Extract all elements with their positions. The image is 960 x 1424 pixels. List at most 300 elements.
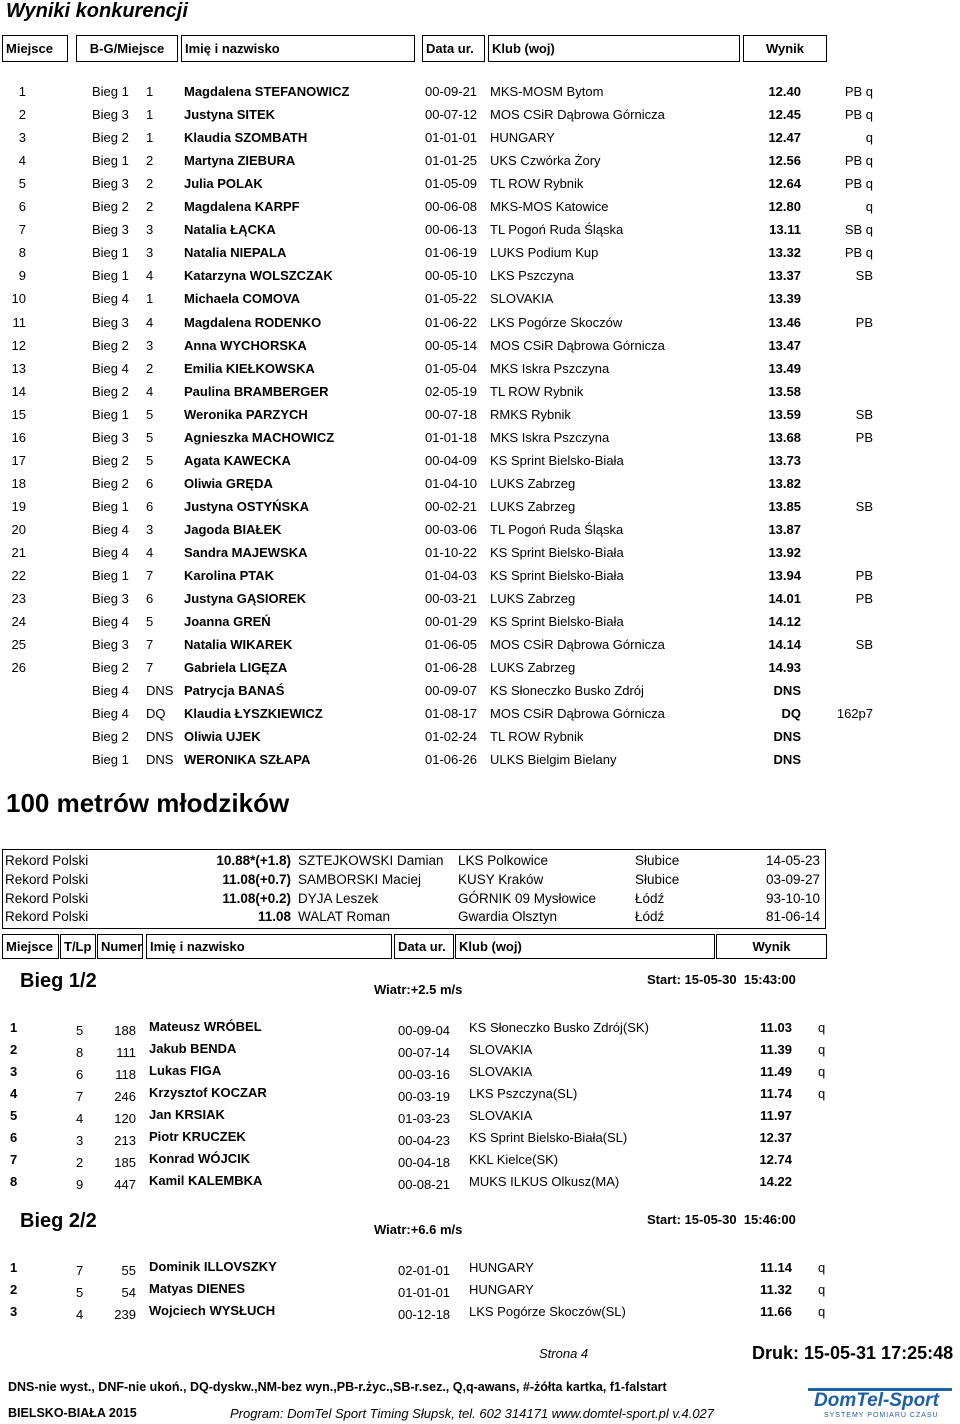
note-cell: q (818, 1282, 826, 1297)
place-cell: 24 (11, 614, 26, 630)
club-cell: TL ROW Rybnik (490, 729, 584, 745)
athlete-name-cell: Jan KRSIAK (149, 1107, 225, 1122)
lane-cell: 4 (76, 1307, 84, 1322)
result-cell: 14.22 (759, 1174, 792, 1189)
place-cell: 3 (18, 130, 26, 146)
athlete-name-cell: Dominik ILLOVSZKY (149, 1259, 277, 1274)
bib-number-cell: 185 (114, 1155, 136, 1170)
dob-cell: 01-05-09 (425, 176, 478, 192)
table-row (0, 725, 960, 748)
dob-cell: 00-04-09 (425, 452, 478, 468)
heat-cell: Bieg 3 (92, 314, 129, 330)
heat-cell: Bieg 4 (92, 614, 129, 630)
table-row (0, 80, 960, 103)
heat-place-cell: 4 (146, 545, 154, 560)
col2-header-number: Numer (97, 934, 143, 959)
dob-cell: 01-01-18 (425, 429, 478, 445)
athlete-name-cell: Jagoda BIAŁEK (184, 521, 282, 537)
result-cell: 13.68 (768, 429, 801, 445)
table-row (0, 541, 960, 564)
club-cell: RMKS Rybnik (490, 406, 571, 422)
club-cell: LUKS Podium Kup (490, 245, 599, 261)
place-cell: 21 (11, 545, 26, 560)
dob-cell: 01-10-22 (425, 545, 478, 560)
record-label: Rekord Polski (5, 853, 89, 868)
table-row (0, 403, 960, 426)
dob-cell: 00-07-14 (398, 1045, 451, 1060)
table-row (0, 172, 960, 195)
result-cell: 13.58 (768, 383, 801, 399)
athlete-name-cell: Natalia NIEPALA (184, 245, 287, 261)
place-cell: 7 (10, 1152, 18, 1167)
heat-row (0, 1149, 960, 1171)
dob-cell: 00-05-10 (425, 268, 478, 284)
note-cell: PB q (844, 107, 873, 123)
result-cell: DQ (781, 706, 801, 722)
club-cell: LKS Pogórze Skoczów (490, 314, 623, 330)
record-date: 03-09-27 (765, 871, 820, 887)
note-cell: SB (855, 637, 873, 653)
col-header-club: Klub (woj) (488, 35, 740, 62)
dob-cell: 01-03-23 (398, 1111, 451, 1126)
heat-cell: Bieg 4 (92, 706, 129, 722)
note-cell: 162p7 (836, 706, 873, 722)
heat-cell: Bieg 3 (92, 222, 129, 238)
heat-cell: Bieg 2 (92, 130, 129, 146)
result-cell: 13.87 (768, 521, 801, 537)
result-cell: 13.73 (768, 452, 801, 468)
note-cell: PB (855, 568, 873, 584)
dob-cell: 00-03-16 (398, 1067, 451, 1082)
athlete-name-cell: Michaela COMOVA (184, 291, 301, 307)
dob-cell: 00-12-18 (398, 1307, 451, 1322)
heat-place-cell: 3 (146, 521, 154, 537)
athlete-name-cell: Mateusz WRÓBEL (149, 1019, 262, 1034)
page-title: Wyniki konkurencji (6, 0, 188, 22)
heat-cell: Bieg 2 (92, 383, 129, 399)
dob-cell: 01-01-25 (425, 153, 478, 169)
record-mark: 11.08(+0.7) (222, 871, 291, 887)
place-cell: 5 (10, 1108, 18, 1123)
record-label: Rekord Polski (5, 871, 89, 887)
place-cell: 13 (11, 360, 26, 376)
note-cell: SB q (844, 222, 873, 238)
heat-place-cell: 4 (146, 383, 154, 399)
heat-cell: Bieg 4 (92, 683, 129, 699)
event-location: BIELSKO-BIAŁA 2015 (8, 1406, 137, 1420)
club-cell: MUKS ILKUS Olkusz(MA) (469, 1174, 620, 1189)
club-cell: KKL Kielce(SK) (469, 1152, 559, 1167)
col2-header-result: Wynik (716, 934, 827, 959)
heat-row (0, 1257, 960, 1279)
record-place: Łódź (635, 890, 665, 906)
record-row (0, 908, 826, 927)
heat-cell: Bieg 4 (92, 291, 129, 307)
athlete-name-cell: Krzysztof KOCZAR (149, 1085, 267, 1100)
place-cell: 4 (18, 153, 26, 169)
result-cell: DNS (773, 752, 801, 768)
dob-cell: 00-09-04 (398, 1023, 451, 1038)
result-cell: 11.32 (760, 1282, 792, 1297)
place-cell: 22 (11, 568, 26, 584)
lane-cell: 2 (76, 1155, 84, 1170)
place-cell: 26 (11, 660, 26, 676)
col2-header-club: Klub (woj) (455, 934, 715, 959)
record-holder: SZTEJKOWSKI Damian (298, 853, 444, 868)
club-cell: LUKS Zabrzeg (490, 498, 576, 514)
dob-cell: 01-05-22 (425, 291, 478, 307)
note-cell: PB (855, 591, 873, 607)
table-row (0, 195, 960, 218)
place-cell: 23 (11, 591, 26, 607)
heat-cell: Bieg 2 (92, 660, 129, 676)
heat-row (0, 1171, 960, 1193)
heat-row (0, 1039, 960, 1061)
athlete-name-cell: Oliwia GRĘDA (184, 475, 273, 491)
place-cell: 20 (11, 521, 26, 537)
dob-cell: 02-01-01 (398, 1263, 451, 1278)
athlete-name-cell: Joanna GREŃ (184, 614, 271, 630)
note-cell: PB q (844, 245, 873, 261)
dob-cell: 01-02-24 (425, 729, 478, 745)
place-cell: 8 (18, 245, 26, 261)
club-cell: HUNGARY (469, 1282, 534, 1297)
result-cell: 11.49 (760, 1064, 792, 1079)
place-cell: 8 (10, 1174, 18, 1189)
col-header-dob: Data ur. (422, 35, 485, 62)
heat-cell: Bieg 3 (92, 429, 129, 445)
place-cell: 9 (18, 268, 26, 284)
note-cell: q (818, 1042, 826, 1057)
note-cell: SB (855, 406, 873, 422)
heat-place-cell: 7 (146, 660, 154, 676)
club-cell: KS Sprint Bielsko-Biała (490, 568, 624, 584)
club-cell: LKS Pszczyna (490, 268, 574, 284)
lane-cell: 8 (76, 1045, 84, 1060)
heat-place-cell: 1 (146, 130, 154, 146)
athlete-name-cell: Julia POLAK (184, 176, 263, 192)
lane-cell: 9 (76, 1177, 84, 1192)
dob-cell: 00-03-21 (425, 591, 478, 607)
result-cell: DNS (773, 729, 801, 745)
note-cell: q (818, 1020, 826, 1035)
note-cell: q (818, 1304, 826, 1319)
table-row (0, 472, 960, 495)
place-cell: 3 (10, 1304, 18, 1319)
athlete-name-cell: Magdalena RODENKO (184, 314, 322, 330)
result-cell: 12.56 (768, 153, 801, 169)
note-cell: q (865, 199, 873, 215)
heat-start-time: Start: 15-05-30 15:43:00 (647, 972, 796, 987)
athlete-name-cell: Natalia ŁĄCKA (184, 222, 276, 238)
place-cell: 17 (11, 452, 26, 468)
heat-row (0, 1105, 960, 1127)
bib-number-cell: 55 (121, 1263, 136, 1278)
record-holder: WALAT Roman (298, 909, 391, 925)
athlete-name-cell: Matyas DIENES (149, 1281, 246, 1296)
club-cell: MOS CSiR Dąbrowa Górnicza (490, 706, 665, 722)
result-cell: 14.01 (768, 591, 801, 607)
heat-place-cell: 2 (146, 176, 154, 192)
club-cell: SLOVAKIA (469, 1108, 533, 1123)
athlete-name-cell: Karolina PTAK (184, 568, 275, 584)
record-club: GÓRNIK 09 Mysłowice (458, 890, 597, 906)
bib-number-cell: 447 (114, 1177, 136, 1192)
table-row (0, 610, 960, 633)
heat-cell: Bieg 2 (92, 452, 129, 468)
table-row (0, 656, 960, 679)
record-row (0, 890, 826, 909)
heat-place-cell: 7 (146, 568, 154, 584)
place-cell: 10 (11, 291, 26, 307)
bib-number-cell: 118 (115, 1067, 136, 1082)
athlete-name-cell: Magdalena KARPF (184, 199, 300, 215)
table-row (0, 311, 960, 334)
club-cell: LKS Pogórze Skoczów(SL) (469, 1304, 626, 1319)
dob-cell: 00-03-19 (398, 1089, 451, 1104)
place-cell: 7 (18, 222, 26, 238)
table-row (0, 218, 960, 241)
table-row (0, 495, 960, 518)
record-row (0, 852, 826, 871)
heat-place-cell: 4 (146, 268, 154, 284)
note-cell: q (818, 1260, 826, 1275)
heat-place-cell: DQ (146, 706, 166, 722)
athlete-name-cell: Weronika PARZYCH (184, 406, 308, 422)
athlete-name-cell: Katarzyna WOLSZCZAK (184, 268, 333, 284)
record-label: Rekord Polski (5, 890, 89, 906)
athlete-name-cell: Kamil KALEMBKA (149, 1173, 263, 1188)
athlete-name-cell: Anna WYCHORSKA (184, 337, 307, 353)
heat-row (0, 1279, 960, 1301)
heat-place-cell: 6 (146, 475, 154, 491)
dob-cell: 00-04-23 (398, 1133, 451, 1148)
club-cell: LUKS Zabrzeg (490, 475, 576, 491)
dob-cell: 01-08-17 (425, 706, 478, 722)
lane-cell: 6 (76, 1067, 84, 1082)
athlete-name-cell: Justyna OSTYŃSKA (184, 498, 309, 514)
result-cell: 14.93 (768, 660, 801, 676)
place-cell: 16 (11, 429, 26, 445)
heat-row (0, 1127, 960, 1149)
heat-place-cell: DNS (146, 729, 174, 745)
record-date: 14-05-23 (765, 853, 820, 868)
table-row (0, 103, 960, 126)
result-cell: 13.47 (768, 337, 801, 353)
club-cell: SLOVAKIA (469, 1042, 533, 1057)
result-cell: 13.82 (768, 475, 801, 491)
table-row (0, 518, 960, 541)
lane-cell: 5 (76, 1023, 84, 1038)
table-row (0, 264, 960, 287)
club-cell: LUKS Zabrzeg (490, 591, 576, 607)
result-cell: 13.37 (768, 268, 801, 284)
wind-reading: Wiatr:+2.5 m/s (374, 982, 463, 997)
bib-number-cell: 239 (114, 1307, 136, 1322)
heat-cell: Bieg 1 (92, 498, 129, 514)
athlete-name-cell: Lukas FIGA (149, 1063, 222, 1078)
heat-cell: Bieg 1 (92, 752, 129, 768)
place-cell: 1 (10, 1260, 18, 1275)
col-header-name: Imię i nazwisko (181, 35, 415, 62)
club-cell: MKS-MOS Katowice (490, 199, 609, 215)
club-cell: KS Sprint Bielsko-Biała (490, 452, 624, 468)
col-header-result: Wynik (743, 35, 827, 62)
result-cell: 13.59 (768, 406, 801, 422)
dob-cell: 00-05-14 (425, 337, 478, 353)
club-cell: TL Pogoń Ruda Śląska (490, 521, 624, 537)
svg-text:SYSTEMY POMIARU CZASU: SYSTEMY POMIARU CZASU (824, 1412, 939, 1419)
dob-cell: 01-01-01 (425, 130, 478, 146)
place-cell: 1 (10, 1020, 18, 1035)
athlete-name-cell: Patrycja BANAŚ (184, 683, 285, 699)
note-cell: SB (855, 268, 873, 284)
dob-cell: 00-08-21 (398, 1177, 451, 1192)
table-row (0, 241, 960, 264)
athlete-name-cell: Gabriela LIGĘZA (184, 660, 288, 676)
result-cell: 12.47 (768, 130, 801, 146)
heat-place-cell: 6 (146, 591, 154, 607)
athlete-name-cell: Piotr KRUCZEK (149, 1129, 246, 1144)
place-cell: 2 (10, 1282, 18, 1297)
club-cell: MKS-MOSM Bytom (490, 84, 604, 99)
heat-place-cell: 5 (146, 429, 154, 445)
record-date: 93-10-10 (765, 890, 820, 906)
record-place: Słubice (635, 853, 680, 868)
record-holder: SAMBORSKI Maciej (298, 871, 422, 887)
heat-start-time: Start: 15-05-30 15:46:00 (647, 1212, 796, 1227)
result-cell: 12.64 (768, 176, 801, 192)
result-cell: 11.14 (760, 1260, 792, 1275)
athlete-name-cell: Wojciech WYSŁUCH (149, 1303, 276, 1318)
club-cell: HUNGARY (490, 130, 555, 146)
dob-cell: 01-04-03 (425, 568, 478, 584)
heat-cell: Bieg 2 (92, 337, 129, 353)
athlete-name-cell: WERONIKA SZŁAPA (184, 752, 311, 768)
heat-place-cell: 3 (146, 245, 154, 261)
heat-cell: Bieg 3 (92, 107, 129, 123)
record-date: 81-06-14 (765, 909, 820, 925)
result-cell: 11.03 (760, 1020, 792, 1035)
heat-place-cell: 3 (146, 222, 154, 238)
dob-cell: 01-06-22 (425, 314, 478, 330)
note-cell: q (818, 1086, 826, 1101)
record-mark: 10.88*(+1.8) (216, 853, 291, 868)
club-cell: TL ROW Rybnik (490, 383, 584, 399)
dob-cell: 00-07-18 (425, 406, 478, 422)
heat-cell: Bieg 1 (92, 268, 129, 284)
athlete-name-cell: Martyna ZIEBURA (184, 153, 296, 169)
place-cell: 1 (18, 84, 26, 99)
table-row (0, 149, 960, 172)
club-cell: TL Pogoń Ruda Śląska (490, 222, 624, 238)
heat-cell: Bieg 2 (92, 729, 129, 745)
club-cell: TL ROW Rybnik (490, 176, 584, 192)
result-cell: 13.32 (768, 245, 801, 261)
result-cell: 12.45 (768, 107, 801, 123)
athlete-name-cell: Emilia KIEŁKOWSKA (184, 360, 315, 376)
athlete-name-cell: Sandra MAJEWSKA (184, 545, 308, 560)
place-cell: 25 (11, 637, 26, 653)
heat-place-cell: DNS (146, 683, 174, 699)
legend-text: DNS-nie wyst., DNF-nie ukoń., DQ-dyskw.,NM-bez wyn.,PB-r.życ.,SB-r.sez., Q,q-awans, #-żółta kartka, f1-falstart (8, 1380, 667, 1394)
athlete-name-cell: Natalia WIKAREK (184, 637, 293, 653)
print-timestamp: Druk: 15-05-31 17:25:48 (752, 1343, 954, 1363)
athlete-name-cell: Jakub BENDA (149, 1041, 237, 1056)
col2-header-place: Miejsce (2, 934, 59, 959)
wind-reading: Wiatr:+6.6 m/s (374, 1222, 463, 1237)
athlete-name-cell: Magdalena STEFANOWICZ (184, 84, 350, 99)
dob-cell: 01-06-26 (425, 752, 478, 768)
result-cell: 13.49 (768, 360, 801, 376)
table-row (0, 287, 960, 310)
record-place: Słubice (635, 871, 680, 887)
club-cell: SLOVAKIA (490, 291, 554, 307)
heat-cell: Bieg 4 (92, 360, 129, 376)
dob-cell: 00-09-21 (425, 84, 478, 99)
table-row (0, 702, 960, 725)
result-cell: 11.66 (760, 1304, 792, 1319)
heat-cell: Bieg 4 (92, 545, 129, 560)
club-cell: LKS Pszczyna(SL) (469, 1086, 578, 1101)
heat-row (0, 1083, 960, 1105)
heat-place-cell: 2 (146, 153, 154, 169)
record-mark: 11.08 (257, 909, 291, 925)
record-club: LKS Polkowice (458, 853, 549, 868)
table-row (0, 380, 960, 403)
lane-cell: 4 (76, 1111, 84, 1126)
athlete-name-cell: Justyna SITEK (184, 107, 276, 123)
club-cell: KS Słoneczko Busko Zdrój (490, 683, 644, 699)
place-cell: 14 (11, 383, 26, 399)
table-row (0, 126, 960, 149)
place-cell: 12 (11, 337, 26, 353)
result-cell: 13.46 (768, 314, 801, 330)
athlete-name-cell: Agnieszka MACHOWICZ (184, 429, 335, 445)
athlete-name-cell: Klaudia ŁYSZKIEWICZ (184, 706, 323, 722)
club-cell: MKS Iskra Pszczyna (490, 429, 610, 445)
heat-cell: Bieg 1 (92, 245, 129, 261)
result-cell: 13.85 (768, 498, 801, 514)
result-cell: 13.92 (768, 545, 801, 560)
heat-place-cell: 5 (146, 452, 154, 468)
athlete-name-cell: Oliwia UJEK (184, 729, 261, 745)
table-row (0, 748, 960, 771)
note-cell: q (818, 1064, 826, 1079)
place-cell: 2 (18, 107, 26, 123)
heat-cell: Bieg 3 (92, 591, 129, 607)
result-cell: 11.97 (760, 1108, 792, 1123)
lane-cell: 7 (76, 1089, 84, 1104)
result-cell: 13.39 (768, 291, 801, 307)
note-cell: PB (855, 314, 873, 330)
program-credit: Program: DomTel Sport Timing Słupsk, tel. 602 314171 www.domtel-sport.pl v.4.027 (230, 1406, 715, 1421)
col2-header-lane: T/Lp (60, 934, 96, 959)
club-cell: KS Sprint Bielsko-Biała(SL) (469, 1130, 628, 1145)
place-cell: 11 (12, 314, 26, 330)
bib-number-cell: 188 (114, 1023, 136, 1038)
heat-cell: Bieg 4 (92, 521, 129, 537)
dob-cell: 01-01-01 (398, 1285, 451, 1300)
club-cell: KS Słoneczko Busko Zdrój(SK) (469, 1020, 649, 1035)
club-cell: MKS Iskra Pszczyna (490, 360, 610, 376)
record-label: Rekord Polski (5, 909, 89, 925)
result-cell: 12.40 (768, 84, 801, 99)
result-cell: 12.80 (768, 199, 801, 215)
place-cell: 6 (10, 1130, 18, 1145)
dob-cell: 01-06-19 (425, 245, 478, 261)
result-cell: 11.39 (760, 1042, 792, 1057)
